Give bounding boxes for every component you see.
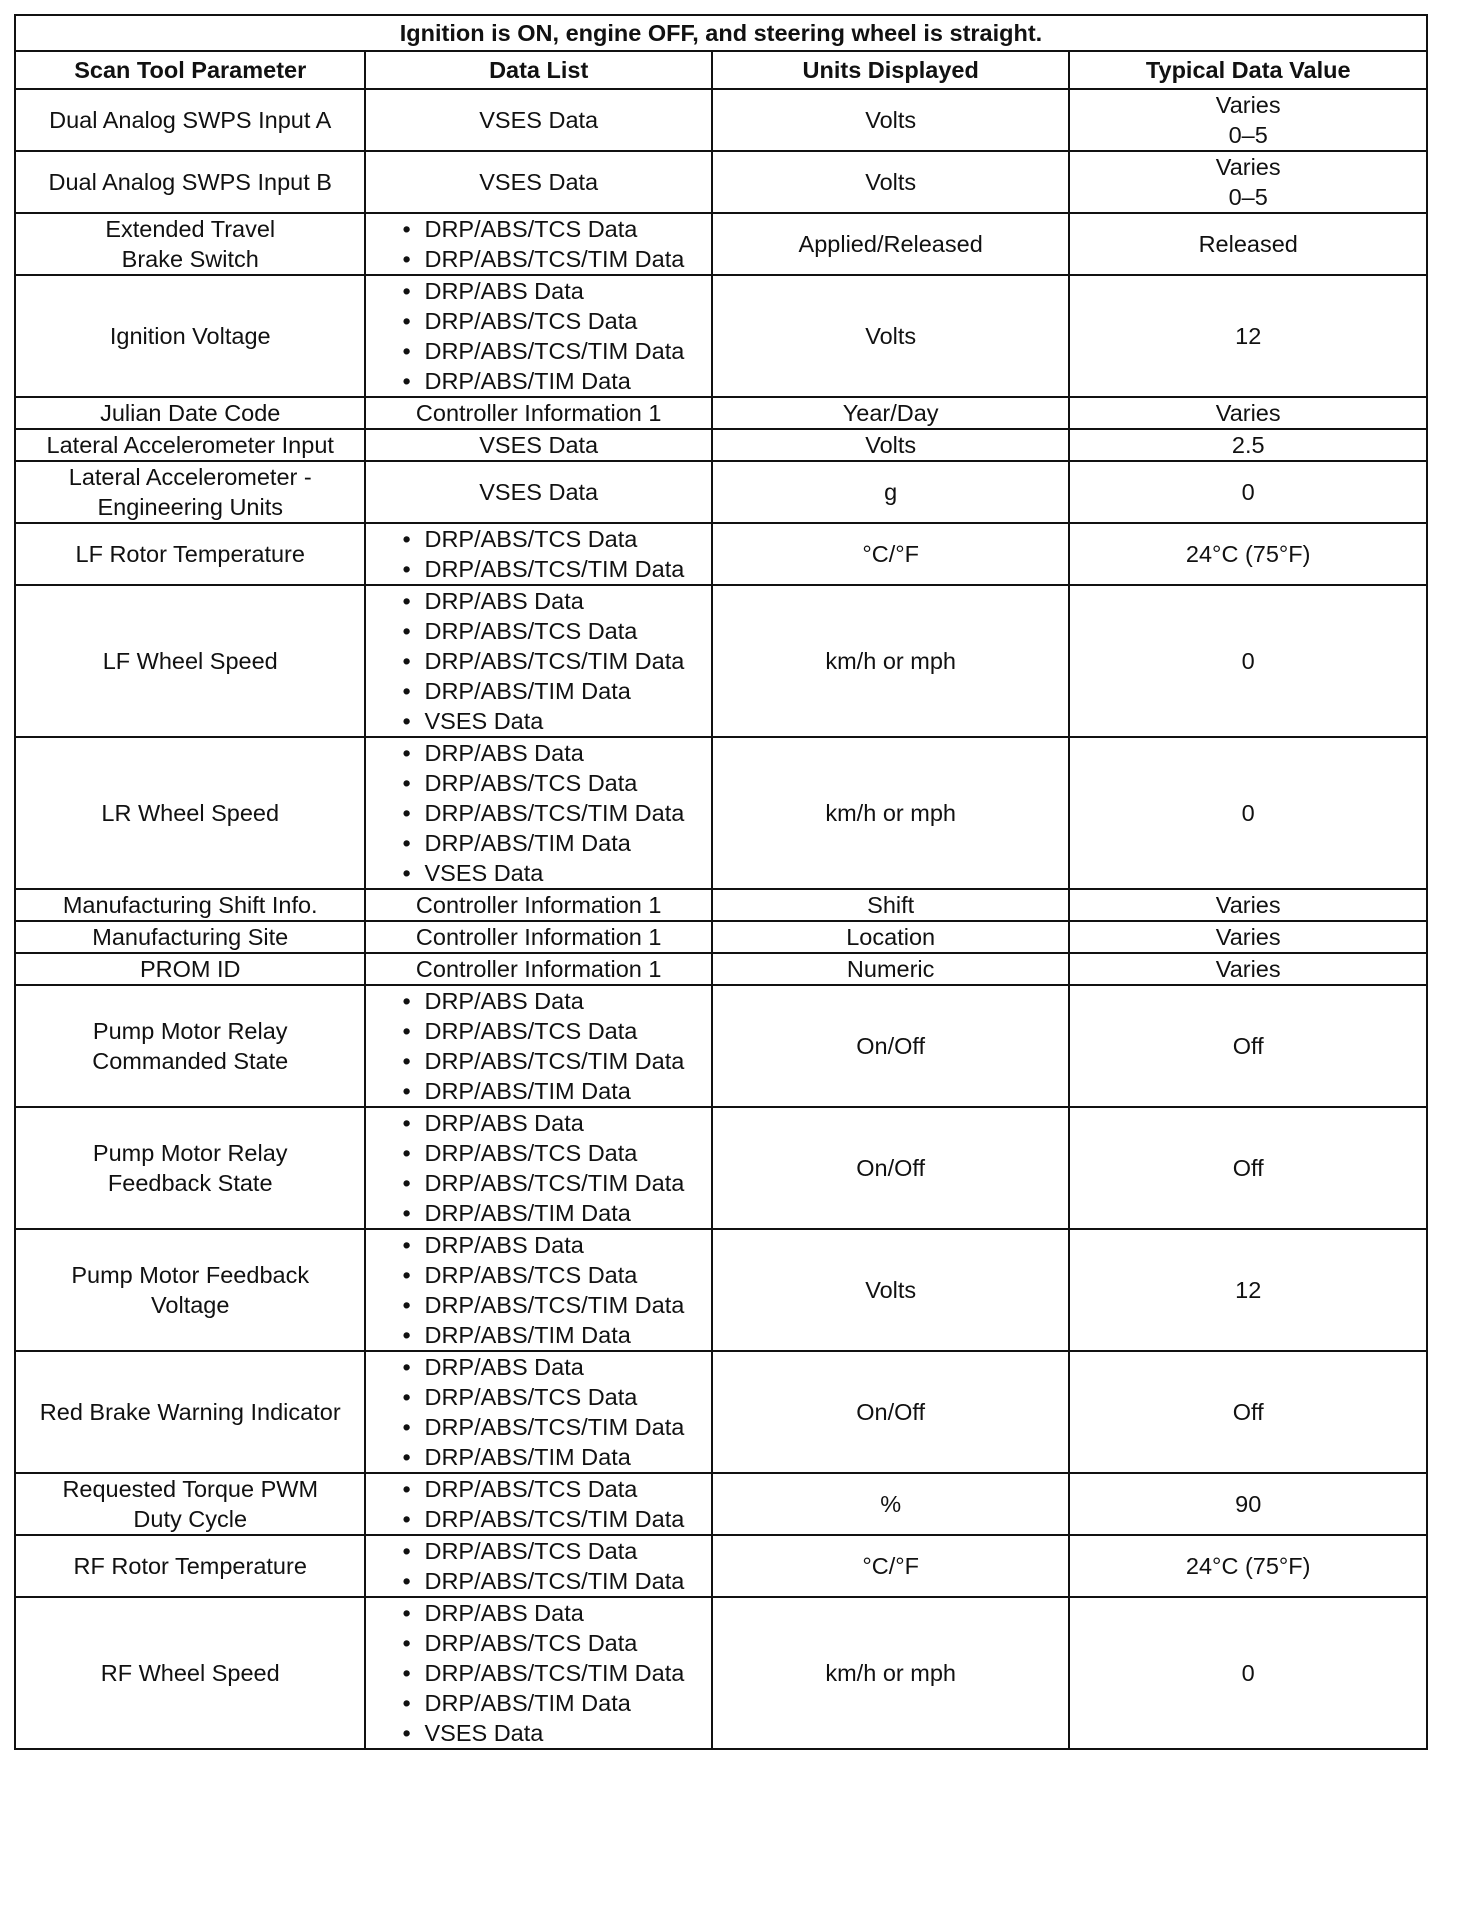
data-list-cell <box>365 89 711 151</box>
parameter-cell <box>15 275 365 397</box>
parameter-cell <box>15 151 365 213</box>
parameter-text: Commanded State <box>92 1048 289 1074</box>
data-list-cell <box>365 461 711 523</box>
data-list-item: • DRP/ABS/TCS/TIM Data <box>402 1566 706 1596</box>
parameter-text: Duty Cycle <box>133 1506 248 1532</box>
data-list-item: • DRP/ABS/TCS/TIM Data <box>402 1168 706 1198</box>
typical-value-text: Varies <box>1215 924 1281 950</box>
data-list-item: • DRP/ABS/TCS/TIM Data <box>402 554 706 584</box>
parameter-text: Julian Date Code <box>100 400 281 426</box>
data-list-item: • VSES Data <box>402 858 706 888</box>
parameter-text: Requested Torque PWM <box>62 1476 319 1502</box>
parameter-text: Lateral Accelerometer Input <box>46 432 334 458</box>
parameter-text: Manufacturing Site <box>92 924 289 950</box>
data-list-item: • DRP/ABS/TCS Data <box>402 1536 706 1566</box>
table-row <box>15 953 1427 985</box>
parameter-cell <box>15 889 365 921</box>
units-cell: Numeric <box>712 953 1070 985</box>
units-cell: On/Off <box>712 1351 1070 1473</box>
header-units-displayed: Units Displayed <box>712 51 1070 89</box>
table-row <box>15 1473 1427 1535</box>
data-list-item: • DRP/ABS Data <box>402 1598 706 1628</box>
typical-value-text: 0 <box>1241 648 1255 674</box>
data-list-item: • DRP/ABS/TCS/TIM Data <box>402 1412 706 1442</box>
parameter-text: Pump Motor Relay <box>92 1018 288 1044</box>
data-list-item: • DRP/ABS/TCS/TIM Data <box>402 646 706 676</box>
units-cell: Applied/Released <box>712 213 1070 275</box>
typical-value-text: 2.5 <box>1231 432 1265 458</box>
header-data-list: Data List <box>365 51 711 89</box>
data-list-item: • DRP/ABS Data <box>402 738 706 768</box>
data-list-item: • DRP/ABS/TIM Data <box>402 828 706 858</box>
data-list-cell <box>365 275 711 397</box>
data-list-item: • DRP/ABS/TCS/TIM Data <box>402 244 706 274</box>
units-cell: Volts <box>712 429 1070 461</box>
parameter-cell <box>15 737 365 889</box>
data-list-item: • DRP/ABS/TIM Data <box>402 366 706 396</box>
data-list-item: • VSES Data <box>402 1718 706 1748</box>
parameter-cell <box>15 429 365 461</box>
typical-value-cell <box>1069 275 1427 397</box>
data-list-item: • DRP/ABS/TCS Data <box>402 1628 706 1658</box>
units-cell: km/h or mph <box>712 585 1070 737</box>
data-list-cell <box>365 1473 711 1535</box>
table-row <box>15 1597 1427 1749</box>
data-list-cell <box>365 985 711 1107</box>
table-row <box>15 213 1427 275</box>
units-cell: On/Off <box>712 985 1070 1107</box>
table-row <box>15 1107 1427 1229</box>
typical-value-cell <box>1069 985 1427 1107</box>
parameter-text: Engineering Units <box>97 494 283 520</box>
typical-value-text: Varies <box>1215 92 1281 118</box>
typical-value-text: Off <box>1232 1155 1264 1181</box>
scan-tool-data-table <box>14 14 1428 1750</box>
parameter-cell <box>15 1597 365 1749</box>
typical-value-cell <box>1069 1351 1427 1473</box>
data-list-cell <box>365 889 711 921</box>
data-list-item: • DRP/ABS/TCS Data <box>402 214 706 244</box>
data-list-items <box>402 1474 706 1534</box>
data-list-item: • DRP/ABS/TCS Data <box>402 1016 706 1046</box>
typical-value-cell <box>1069 737 1427 889</box>
data-list-item: • DRP/ABS/TCS/TIM Data <box>402 798 706 828</box>
data-list-cell <box>365 213 711 275</box>
data-list-item: • DRP/ABS/TIM Data <box>402 1688 706 1718</box>
data-list-item: • DRP/ABS Data <box>402 986 706 1016</box>
data-list-cell <box>365 1597 711 1749</box>
data-list-text: Controller Information 1 <box>415 956 662 982</box>
parameter-text: LF Rotor Temperature <box>75 541 305 567</box>
typical-value-cell <box>1069 585 1427 737</box>
typical-value-text: 24°C (75°F) <box>1185 1553 1311 1579</box>
data-list-items <box>402 586 706 736</box>
data-list-item: • DRP/ABS/TIM Data <box>402 1320 706 1350</box>
parameter-text: Red Brake Warning Indicator <box>39 1399 341 1425</box>
data-list-cell <box>365 585 711 737</box>
units-cell: Shift <box>712 889 1070 921</box>
header-scan-tool-parameter: Scan Tool Parameter <box>15 51 365 89</box>
data-list-items <box>402 276 706 396</box>
units-cell: °C/°F <box>712 1535 1070 1597</box>
parameter-cell <box>15 985 365 1107</box>
typical-value-text: Varies <box>1215 956 1281 982</box>
typical-value-text: Released <box>1198 231 1298 257</box>
table-row <box>15 921 1427 953</box>
parameter-text: PROM ID <box>139 956 241 982</box>
data-list-item: • DRP/ABS/TCS/TIM Data <box>402 1046 706 1076</box>
typical-value-text: Off <box>1232 1033 1264 1059</box>
typical-value-cell <box>1069 889 1427 921</box>
data-list-items <box>402 524 706 584</box>
data-list-item: • DRP/ABS/TCS Data <box>402 1138 706 1168</box>
parameter-text: Manufacturing Shift Info. <box>62 892 318 918</box>
data-list-item: • DRP/ABS/TCS Data <box>402 616 706 646</box>
header-typical-data-value: Typical Data Value <box>1069 51 1427 89</box>
data-list-text: VSES Data <box>479 479 599 505</box>
table-row <box>15 889 1427 921</box>
units-cell: Year/Day <box>712 397 1070 429</box>
parameter-cell <box>15 1351 365 1473</box>
data-list-item: • DRP/ABS Data <box>402 586 706 616</box>
parameter-cell <box>15 213 365 275</box>
typical-value-cell <box>1069 1107 1427 1229</box>
typical-value-cell <box>1069 213 1427 275</box>
units-cell: Location <box>712 921 1070 953</box>
table-row <box>15 151 1427 213</box>
data-list-item: • DRP/ABS/TCS/TIM Data <box>402 1504 706 1534</box>
table-row <box>15 89 1427 151</box>
parameter-cell <box>15 1107 365 1229</box>
typical-value-text: 0–5 <box>1228 122 1268 148</box>
typical-value-text: Off <box>1232 1399 1264 1425</box>
data-list-cell <box>365 953 711 985</box>
data-list-items <box>402 214 706 274</box>
parameter-text: RF Rotor Temperature <box>73 1553 307 1579</box>
parameter-cell <box>15 921 365 953</box>
parameter-cell <box>15 89 365 151</box>
typical-value-cell <box>1069 953 1427 985</box>
table-row <box>15 275 1427 397</box>
data-list-cell <box>365 1229 711 1351</box>
parameter-text: Voltage <box>151 1292 230 1318</box>
typical-value-text: 0 <box>1241 479 1255 505</box>
typical-value-text: 12 <box>1235 1277 1262 1303</box>
typical-value-cell <box>1069 1597 1427 1749</box>
table-row <box>15 985 1427 1107</box>
parameter-text: Pump Motor Relay <box>92 1140 288 1166</box>
data-list-items <box>402 738 706 888</box>
typical-value-cell <box>1069 1229 1427 1351</box>
parameter-text: LF Wheel Speed <box>102 648 278 674</box>
typical-value-cell <box>1069 397 1427 429</box>
typical-value-text: 24°C (75°F) <box>1185 541 1311 567</box>
data-list-cell <box>365 523 711 585</box>
units-cell: °C/°F <box>712 523 1070 585</box>
units-cell: % <box>712 1473 1070 1535</box>
data-list-items <box>402 1598 706 1748</box>
data-list-item: • DRP/ABS/TIM Data <box>402 676 706 706</box>
typical-value-text: 0–5 <box>1228 184 1268 210</box>
data-list-cell <box>365 429 711 461</box>
units-cell: km/h or mph <box>712 1597 1070 1749</box>
data-list-item: • DRP/ABS/TIM Data <box>402 1442 706 1472</box>
parameter-text: Extended Travel <box>105 216 276 242</box>
units-cell: Volts <box>712 89 1070 151</box>
parameter-cell <box>15 585 365 737</box>
data-list-item: • DRP/ABS Data <box>402 1352 706 1382</box>
parameter-text: Ignition Voltage <box>109 323 271 349</box>
typical-value-cell <box>1069 1473 1427 1535</box>
typical-value-cell <box>1069 151 1427 213</box>
typical-value-text: 12 <box>1235 323 1262 349</box>
table-row <box>15 523 1427 585</box>
data-list-cell <box>365 1351 711 1473</box>
units-cell: g <box>712 461 1070 523</box>
parameter-cell <box>15 1473 365 1535</box>
table-row <box>15 397 1427 429</box>
typical-value-text: Varies <box>1215 892 1281 918</box>
data-list-item: • DRP/ABS Data <box>402 1108 706 1138</box>
data-list-text: Controller Information 1 <box>415 892 662 918</box>
table-row <box>15 1535 1427 1597</box>
data-list-cell <box>365 737 711 889</box>
units-cell: Volts <box>712 151 1070 213</box>
typical-value-cell <box>1069 523 1427 585</box>
units-cell: Volts <box>712 1229 1070 1351</box>
data-list-cell <box>365 397 711 429</box>
data-list-item: • DRP/ABS Data <box>402 276 706 306</box>
data-list-item: • DRP/ABS/TCS Data <box>402 306 706 336</box>
data-list-cell <box>365 1107 711 1229</box>
typical-value-cell <box>1069 89 1427 151</box>
table-row <box>15 737 1427 889</box>
table-body <box>15 89 1427 1749</box>
parameter-text: RF Wheel Speed <box>100 1660 280 1686</box>
data-list-text: VSES Data <box>479 169 599 195</box>
parameter-cell <box>15 397 365 429</box>
data-list-item: • DRP/ABS/TCS/TIM Data <box>402 1290 706 1320</box>
data-list-text: Controller Information 1 <box>415 924 662 950</box>
parameter-text: Dual Analog SWPS Input B <box>48 169 332 195</box>
typical-value-text: 90 <box>1235 1491 1262 1517</box>
parameter-text: Pump Motor Feedback <box>71 1262 310 1288</box>
units-cell: On/Off <box>712 1107 1070 1229</box>
table-condition-caption: Ignition is ON, engine OFF, and steering wheel is straight. <box>15 15 1427 51</box>
data-list-item: • DRP/ABS/TCS/TIM Data <box>402 336 706 366</box>
table-row <box>15 1229 1427 1351</box>
data-list-item: • VSES Data <box>402 706 706 736</box>
data-list-text: VSES Data <box>479 107 599 133</box>
data-list-text: Controller Information 1 <box>415 400 662 426</box>
parameter-cell <box>15 523 365 585</box>
parameter-cell <box>15 461 365 523</box>
parameter-text: Lateral Accelerometer - <box>68 464 312 490</box>
data-list-item: • DRP/ABS/TIM Data <box>402 1076 706 1106</box>
data-list-item: • DRP/ABS/TCS Data <box>402 1474 706 1504</box>
data-list-text: VSES Data <box>479 432 599 458</box>
data-list-items <box>402 1536 706 1596</box>
parameter-cell <box>15 953 365 985</box>
data-list-items <box>402 1108 706 1228</box>
units-cell: Volts <box>712 275 1070 397</box>
typical-value-text: Varies <box>1215 154 1281 180</box>
typical-value-cell <box>1069 1535 1427 1597</box>
data-list-item: • DRP/ABS/TCS/TIM Data <box>402 1658 706 1688</box>
typical-value-cell <box>1069 429 1427 461</box>
data-list-items <box>402 986 706 1106</box>
data-list-item: • DRP/ABS/TIM Data <box>402 1198 706 1228</box>
data-list-cell <box>365 921 711 953</box>
units-cell: km/h or mph <box>712 737 1070 889</box>
data-list-cell <box>365 151 711 213</box>
table-row <box>15 585 1427 737</box>
data-list-cell <box>365 1535 711 1597</box>
typical-value-cell <box>1069 921 1427 953</box>
data-list-item: • DRP/ABS/TCS Data <box>402 1382 706 1412</box>
data-list-item: • DRP/ABS/TCS Data <box>402 768 706 798</box>
parameter-cell <box>15 1535 365 1597</box>
parameter-text: Brake Switch <box>121 246 259 272</box>
table-row <box>15 1351 1427 1473</box>
typical-value-cell <box>1069 461 1427 523</box>
data-list-item: • DRP/ABS Data <box>402 1230 706 1260</box>
data-list-items <box>402 1352 706 1472</box>
parameter-text: Feedback State <box>107 1170 273 1196</box>
table-row <box>15 461 1427 523</box>
typical-value-text: 0 <box>1241 1660 1255 1686</box>
parameter-text: Dual Analog SWPS Input A <box>49 107 332 133</box>
typical-value-text: 0 <box>1241 800 1255 826</box>
parameter-text: LR Wheel Speed <box>101 800 280 826</box>
data-list-items <box>402 1230 706 1350</box>
data-list-item: • DRP/ABS/TCS Data <box>402 524 706 554</box>
table-row <box>15 429 1427 461</box>
typical-value-text: Varies <box>1215 400 1281 426</box>
data-list-item: • DRP/ABS/TCS Data <box>402 1260 706 1290</box>
parameter-cell <box>15 1229 365 1351</box>
